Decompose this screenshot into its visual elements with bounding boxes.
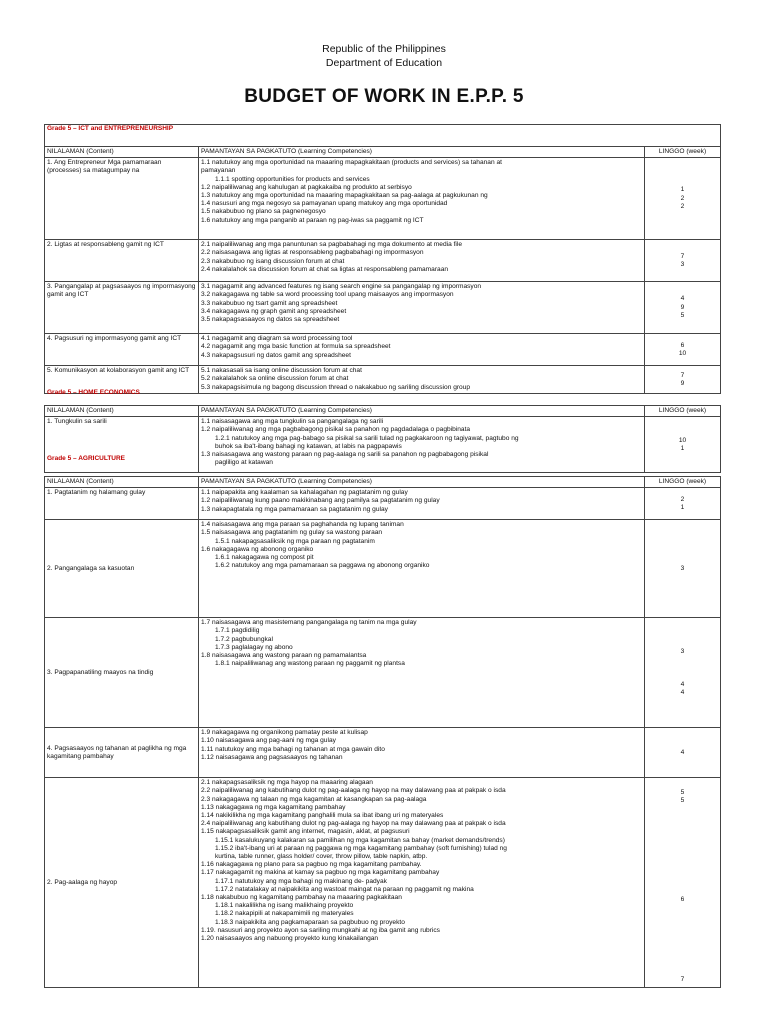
competency-line: 4.3 nakapagsusuri ng datos gamit ang spreadsheet [201, 351, 351, 359]
competency-line: 2.4 nakalalahok sa discussion forum at chat sa ligtas at responsableng pamamaraan [201, 265, 449, 273]
competency-line: 1.4 naisasagawa ang mga paraan sa paghahanda ng lupang taniman [201, 521, 404, 529]
competency-line: 1.3 nakapagtatala ng mga pamamaraan sa pagtatanim ng gulay [201, 505, 388, 513]
competency-line: buhok sa iba't-ibang bahagi ng katawan, at labis na pagpapawis [215, 442, 402, 450]
competency-line: 1.7 naisasagawa ang masistemang pangangalaga ng tanim na mga gulay [201, 619, 417, 627]
section-spacer [45, 125, 721, 147]
competency-line: 1.4 nasusuri ang mga negosyo sa pamayanan upang matukoy ang mga oportunidad [201, 200, 448, 208]
week-cell [645, 366, 721, 394]
content-cell: 2. Pangangalaga sa kasuotan [45, 520, 199, 618]
competency-line: 1.2.1 natutukoy ang mga pag-babago sa pisikal sa sarili tulad ng pagkakaroon ng tagiyawat, pagtubo ng [215, 434, 519, 442]
competency-line: pamayanan [201, 167, 236, 175]
table-row [45, 366, 721, 394]
competency-line: 1.2 naipaliliwanag ang kahulugan at pagkakaiba ng produkto at serbisyo [201, 183, 412, 191]
col-header-content: NILALAMAN (Content) [45, 477, 199, 488]
competency-line: 3.1 nagagamit ang advanced features ng isang search engine sa pangangalap ng impormasyon [201, 283, 482, 291]
competency-line: 1.10 naisasagawa ang pag-aani ng mga gulay [201, 737, 336, 745]
competency-line: 1.5.1 nakapagsasaliksik ng mga paraan ng pagtatanim [215, 537, 375, 545]
table-row [45, 778, 721, 988]
col-header-content: NILALAMAN (Content) [45, 406, 199, 417]
week-cell [645, 417, 721, 473]
week-value: 5 [680, 789, 685, 797]
week-value: 7 [680, 371, 685, 379]
section-label-ict: Grade 5 – ICT and ENTREPRENEURSHIP [47, 125, 174, 132]
section-label-home-economics: Grade 5 – HOME ECONOMICS [47, 389, 140, 396]
competency-cell [199, 417, 645, 473]
table-row [45, 488, 721, 520]
week-value: 10 [678, 436, 687, 444]
competency-line: 1.12 naisasagawa ang pagsasaayos ng tahanan [201, 753, 343, 761]
competency-line: 1.18 nakabubuo ng kagamitang pambahay na maaaring pagkakitaan [201, 894, 402, 902]
week-value: 2 [680, 202, 685, 210]
content-cell: 3. Pangangalap at pagsasaayos ng impormasyong gamit ang ICT [45, 282, 199, 334]
competency-line: 4.2 nagagamit ang mga basic function at formula sa spreadsheet [201, 343, 391, 351]
competency-line: 1.18.3 naipakikita ang pagkamaparaan sa pagbubuo ng proyekto [215, 918, 405, 926]
competency-line: 2.3 nakagagawa ng talaan ng mga kagamitan at kasangkapan sa pag-aalaga [201, 795, 427, 803]
competency-line: 2.1 naipaliliwanag ang mga panuntunan sa pagbabahagi ng mga dokumento at media file [201, 241, 463, 249]
col-header-week: LINGGO (week) [645, 406, 721, 417]
competency-line: 1.8.1 naipaliliwanag ang wastong paraan ng paggamit ng plantsa [215, 660, 405, 668]
week-value: 6 [680, 341, 685, 349]
week-value: 10 [678, 349, 687, 357]
competency-line: 1.5 naisasagawa ang pagtatanim ng gulay sa wastong paraan [201, 529, 383, 537]
table-row [45, 520, 721, 618]
week-value: 7 [680, 252, 685, 260]
competency-line: 1.2 naipaliliwanag ang mga pagbabagong pisikal sa panahon ng pagdadalaga o pagbibinata [201, 426, 471, 434]
week-value: 2 [680, 495, 685, 503]
content-cell: 4. Pagsasaayos ng tahanan at paglikha ng mga kagamitang pambahay [45, 728, 199, 778]
week-value: 1 [680, 503, 685, 511]
week-value: 5 [680, 311, 685, 319]
competency-line: 1.6.2 natutukoy ang mga pamamaraan sa paggawa ng abonong organiko [215, 562, 430, 570]
week-cell [645, 520, 721, 618]
competency-line: 1.6 nakagagawa ng abonong organiko [201, 545, 314, 553]
competency-line: 1.15 nakapagsasaliksik gamit ang internet, magasin, aklat, at pagsusuri [201, 828, 410, 836]
competency-line: 2.2 naisasagawa ang ligtas at responsableng pagbabahagi ng impormasyon [201, 249, 424, 257]
week-value: 4 [680, 748, 685, 756]
week-cell [645, 728, 721, 778]
table-row [45, 240, 721, 282]
competency-line: 1.5 nakabubuo ng plano sa pagnenegosyo [201, 208, 326, 216]
competency-line: 1.17.2 natatalakay at naipakikita ang wastoat maingat na paraan ng paggamit ng makina [215, 885, 474, 893]
table-row [45, 158, 721, 240]
competency-line: 1.7.2 pagbubungkal [215, 635, 273, 643]
week-cell [645, 488, 721, 520]
week-cell [645, 282, 721, 334]
competency-cell [199, 240, 645, 282]
table-row [45, 334, 721, 366]
competency-line: 2.3 nakabubuo ng isang discussion forum at chat [201, 257, 345, 265]
agriculture-table [44, 476, 721, 988]
competency-line: 3.4 nakagagawa ng graph gamit ang spreadsheet [201, 307, 347, 315]
competency-line: 1.6.1 nakagagawa ng compost pit [215, 554, 314, 562]
table-row [45, 618, 721, 728]
republic-text: Republic of the Philippines [322, 43, 446, 55]
page-title: BUDGET OF WORK IN E.P.P. 5 [244, 86, 524, 107]
table-row [45, 417, 721, 473]
week-value: 9 [680, 379, 685, 387]
competency-cell [199, 366, 645, 394]
competency-line: 1.18.1 nakalilikha ng isang malikhaing proyekto [215, 902, 354, 910]
competency-line: 1.15.1 kasalukuyang kalakaran sa pamilihan ng mga kagamitan sa bahay (market demands/trends) [215, 836, 505, 844]
week-value: 4 [680, 680, 685, 688]
table-row [45, 728, 721, 778]
content-cell: 2. Ligtas at responsableng gamit ng ICT [45, 240, 199, 282]
content-cell: 5. Komunikasyon at kolaborasyon gamit ang ICT [45, 366, 199, 394]
week-value: 3 [680, 564, 685, 572]
competency-cell [199, 334, 645, 366]
competency-line: 1.7.1 pagdidilig [215, 627, 260, 635]
col-header-week: LINGGO (week) [645, 477, 721, 488]
competency-line: 1.11 natutukoy ang mga bahagi ng tahanan at mga gawain dito [201, 745, 385, 753]
week-value: 5 [680, 797, 685, 805]
competency-line: 1.1 naisasagawa ang mga tungkulin sa pangangalaga ng sarili [201, 418, 384, 426]
week-value: 9 [680, 303, 685, 311]
competency-line: 1.9 nakagagawa ng organikong pamatay peste at kulisap [201, 729, 368, 737]
week-cell [645, 618, 721, 728]
competency-line: 1.16 nakagagawa ng plano para sa pagbuo ng mga kagamitang pambahay. [201, 861, 422, 869]
competency-line: 5.3 nakapagsisimula ng bagong discussion thread o nakakabuo ng sariling discussion group [201, 383, 471, 391]
col-header-competencies: PAMANTAYAN SA PAGKATUTO (Learning Competencies) [199, 147, 645, 158]
col-header-competencies: PAMANTAYAN SA PAGKATUTO (Learning Competencies) [199, 477, 645, 488]
week-value: 3 [680, 260, 685, 268]
section-label-agriculture: Grade 5 – AGRICULTURE [47, 455, 126, 462]
competency-cell [199, 728, 645, 778]
week-value: 4 [680, 688, 685, 696]
ict-table [44, 124, 721, 394]
week-cell [645, 334, 721, 366]
content-cell: 1. Tungkulin sa sarili [45, 417, 199, 473]
competency-line: 1.15.2 iba't-ibang uri at paraan ng paggawa ng mga kagamitang pambahay (soft furnishing) tulad ng [215, 844, 507, 852]
competency-line: 1.1 natutukoy ang mga oportunidad na maaaring mapagkakitaan (products and services) sa tahanan at [201, 159, 502, 167]
competency-line: 1.14 nakikilikha ng mga kagamitang panghalili mula sa ibat ibang uri ng materyales [201, 812, 444, 820]
week-value: 6 [680, 895, 685, 903]
col-header-competencies: PAMANTAYAN SA PAGKATUTO (Learning Competencies) [199, 406, 645, 417]
week-value: 3 [680, 648, 685, 656]
competency-line: pagliligo at katawan [215, 459, 273, 467]
competency-line: 1.13 nakagagawa ng mga kagamitang pambahay [201, 803, 346, 811]
content-cell: 1. Pagtatanim ng halamang gulay [45, 488, 199, 520]
competency-cell [199, 520, 645, 618]
content-cell: 3. Pagpapanatiling maayos na tindig [45, 618, 199, 728]
competency-line: 4.1 nagagamit ang diagram sa word processing tool [201, 335, 353, 343]
competency-cell [199, 618, 645, 728]
week-value: 1 [680, 186, 685, 194]
competency-cell [199, 488, 645, 520]
competency-line: 3.5 nakapagsasaayos ng datos sa spreadsheet [201, 316, 340, 324]
competency-line: 1.3 natutukoy ang mga oportunidad na maaaring mapagkakitaan sa pag-aalaga at pagkukunan ng [201, 192, 488, 200]
competency-line: 1.19. nasusuri ang proyekto ayon sa sariling mungkahi at ng iba gamit ang rubrics [201, 926, 440, 934]
col-header-week: LINGGO (week) [645, 147, 721, 158]
week-value: 4 [680, 295, 685, 303]
week-cell [645, 158, 721, 240]
competency-line: 1.3 naisasagawa ang wastong paraan ng pag-aalaga ng sarili sa panahon ng pagbabagong pisikal [201, 451, 489, 459]
week-cell [645, 240, 721, 282]
week-value: 1 [680, 444, 685, 452]
competency-line: 1.17.1 natutukoy ang mga bahagi ng makinang de- padyak [215, 877, 387, 885]
competency-line: 2.1 nakapagsasaliksik ng mga hayop na maaaring alagaan [201, 779, 373, 787]
competency-line: 1.18.2 nakapipili at nakapamimili ng materyales [215, 910, 354, 918]
competency-line: 5.2 nakalalahok sa online discussion forum at chat [201, 375, 349, 383]
week-cell [645, 778, 721, 988]
competency-line: 5.1 nakasasali sa isang online discussion forum at chat [201, 367, 362, 375]
table-row [45, 282, 721, 334]
content-cell: 2. Pag-aalaga ng hayop [45, 778, 199, 988]
competency-line: 1.1 naipapakita ang kaalaman sa kahalagahan ng pagtatanim ng gulay [201, 489, 408, 497]
competency-line: 3.3 nakabubuo ng tsart gamit ang spreadsheet [201, 299, 338, 307]
content-cell: 1. Ang Entrepreneur Mga pamamaraan (processes) sa matagumpay na [45, 158, 199, 240]
home-economics-table [44, 405, 721, 473]
competency-line: 1.7.3 paglalagay ng abono [215, 643, 293, 651]
competency-line: 1.1.1 spotting opportunities for products and services [215, 175, 370, 183]
competency-cell [199, 778, 645, 988]
week-value: 2 [680, 194, 685, 202]
competency-line: 1.2 naipaliliwanag kung paano makikinabang ang pamilya sa pagtatanim ng gulay [201, 497, 440, 505]
competency-line: 1.17 nakagagamit ng makina at kamay sa pagbuo ng mga kagamitang pambahay [201, 869, 440, 877]
department-text: Department of Education [325, 57, 443, 69]
competency-line: kurtina, table runner, glass holder/ cover, throw pillow, table napkin, atbp. [215, 853, 428, 861]
competency-line: 1.6 natutukoy ang mga panganib at paraan ng pag-iwas sa paggamit ng ICT [201, 216, 424, 224]
week-value: 7 [680, 975, 685, 983]
competency-line: 2.4 naipaliliwanag ang kabutihang dulot ng pag-aalaga ng hayop na may dalawang paa at pakpak o isda [201, 820, 506, 828]
competency-line: 3.2 nakagagawa ng table sa word processing tool upang maisaayos ang impormasyon [201, 291, 454, 299]
content-cell: 4. Pagsusuri ng impormasyong gamit ang ICT [45, 334, 199, 366]
competency-line: 1.8 naisasagawa ang wastong paraan ng pamamalantsa [201, 652, 367, 660]
competency-line: 2.2 naipaliliwanag ang kabutihang dulot ng pag-aalaga ng hayop na may dalawang paa at pakpak o isda [201, 787, 506, 795]
competency-cell [199, 282, 645, 334]
competency-line: 1.20 naisasaayos ang nabuong proyekto kung kinakailangan [201, 935, 379, 943]
competency-cell [199, 158, 645, 240]
col-header-content: NILALAMAN (Content) [45, 147, 199, 158]
